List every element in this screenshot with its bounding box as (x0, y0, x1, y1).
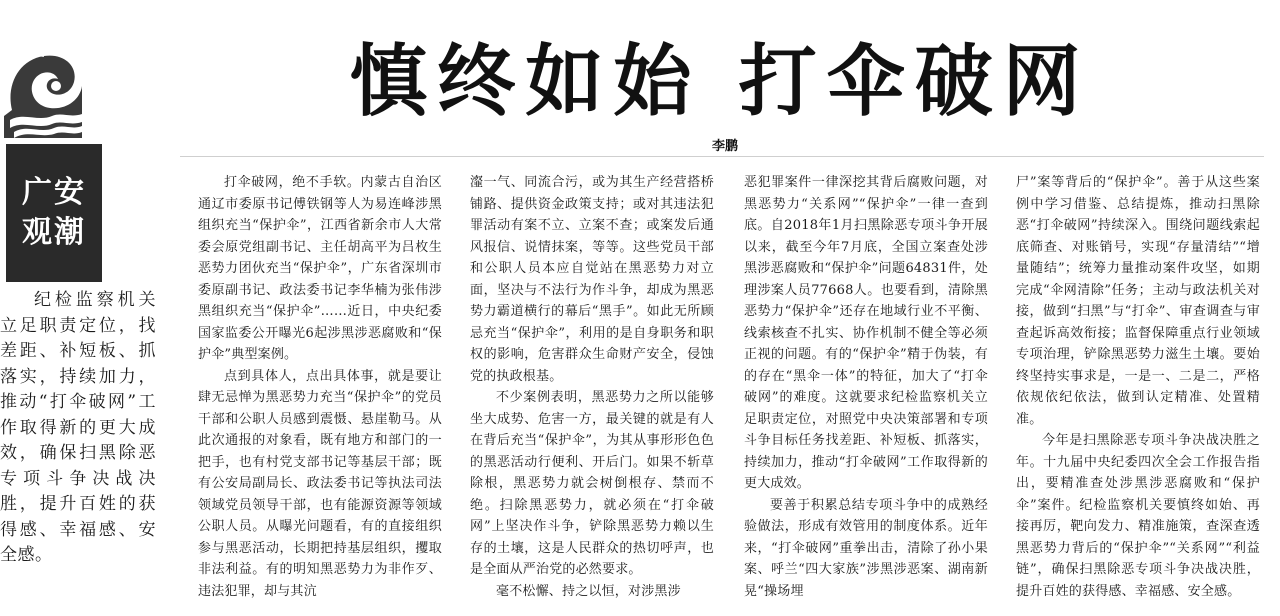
paragraph: 毫不松懈、持之以恒，对涉黑涉 (496, 583, 681, 599)
paragraph: 瀣一气、同流合污，或为其生产经营搭桥铺路、提供资金政策支持；或对其违法犯罪活动有案不立、立案不查；或案发后通风报信、说情抹案，等等。这些党员干部和公职人员本应自觉站在黑恶势力对立面，坚决与不法行为作斗争，却成为黑恶势力霸道横行的幕后“黑手”。如此无所顾忌充当“保护伞”，利用的是自身职务和职权的影响，危害群众生命财产安全，侵蚀党的执政根基。 (470, 175, 714, 384)
column-label (6, 144, 102, 282)
headline: 慎终如始 打伞破网 (349, 36, 1091, 127)
body-column-4 (1016, 172, 1260, 616)
column-label-line1: 广安 (22, 175, 86, 210)
body-column-1 (198, 172, 442, 616)
paragraph: 不少案例表明，黑恶势力之所以能够坐大成势、危害一方，最关键的就是有人在背后充当“保护伞”，为其从事形形色色的黑恶活动行便利、开后门。如果不斩草除根，黑恶势力就会树倒根存、禁而不绝。扫除黑恶势力，就必须在“打伞破网”上坚决作斗争，铲除黑恶势力赖以生存的土壤，这是人民群众的热切呼声，也是全面从严治党的必然要求。 (470, 390, 714, 577)
paragraph: 要善于积累总结专项斗争中的成熟经验做法，形成有效管用的制度体系。近年来，“打伞破网”重拳出击，清除了孙小果案、呼兰“四大家族”涉黑涉恶案、湖南新晃“操场埋 (744, 497, 988, 599)
author-byline: 李鹏 (711, 139, 738, 154)
paragraph: 打伞破网，绝不手软。内蒙古自治区通辽市委原书记傅铁钢等人为易连峰涉黑组织充当“保护伞”，江西省新余市人大常委会原党组副书记、主任胡高平为吕枚生恶势力团伙充当“保护伞”，广东省深圳市委原副书记、政法委书记李华楠为张伟涉黑组织充当“保护伞”……近日，中央纪委国家监委公开曝光6起涉黑涉恶腐败和“保护伞”典型案例。 (198, 175, 442, 362)
paragraph: 尸”案等背后的“保护伞”。善于从这些案例中学习借鉴、总结提炼，推动扫黑除恶“打伞破网”持续深入。围绕问题线索起底筛查、对账销号，实现“存量清结”“增量随结”；统筹力量推动案件攻坚，如期完成“伞网清除”任务；主动与政法机关对接，做到“扫黑”与“打伞”、审查调查与审查起诉高效衔接；监督保障重点行业领域专项治理，铲除黑恶势力滋生土壤。要始终坚持实事求是，一是一、二是二，严格依规依纪依法，做到认定精准、处置精准。 (1016, 175, 1260, 427)
paragraph: 点到具体人，点出具体事，就是要让肆无忌惮为黑恶势力充当“保护伞”的党员干部和公职人员感到震慑、悬崖勒马。从此次通报的对象看，既有地方和部门的一把手，也有村党支部书记等基层干部；既有公安局副局长、政法委书记等执法司法领域党员领导干部，也有能源资源等领域公职人员。从曝光问题看，有的直接组织参与黑恶活动，长期把持基层组织，攫取非法利益。有的明知黑恶势力为非作歹、违法犯罪，却与其沆 (198, 368, 442, 599)
body-column-2 (470, 172, 714, 616)
divider (180, 156, 1264, 157)
paragraph: 今年是扫黑除恶专项斗争决战决胜之年。十九届中央纪委四次全会工作报告指出，要精准查处涉黑涉恶腐败和“保护伞”案件。纪检监察机关要慎终如始、再接再厉，靶向发力、精准施策，查深查透黑恶势力背后的“保护伞”“关系网”“利益链”，确保扫黑除恶专项斗争决战决胜，提升百姓的获得感、幸福感、安全感。 (1016, 433, 1260, 599)
column-label-line2: 观潮 (22, 215, 86, 250)
column-logo (4, 46, 86, 250)
wave-emblem-icon (4, 46, 84, 138)
body-column-3 (744, 172, 988, 616)
paragraph: 恶犯罪案件一律深挖其背后腐败问题，对黑恶势力“关系网”“保护伞”一律一查到底。自2018年1月扫黑除恶专项斗争开展以来，截至今年7月底，全国立案查处涉黑涉恶腐败和“保护伞”问题64831件，处理涉案人员77668人。也要看到，清除黑恶势力“保护伞”还存在地域行业不平衡、线索核查不扎实、协作机制不健全等必须正视的问题。有的“保护伞”精于伪装，有的存在“黑伞一体”的特征，加大了“打伞破网”的难度。这就要求纪检监察机关立足职责定位，对照党中央决策部署和专项斗争目标任务找差距、补短板、抓落实，持续加力，推动“打伞破网”工作取得新的更大成效。 (744, 175, 988, 491)
lead-summary: 纪检监察机关立足职责定位，找差距、补短板、抓落实，持续加力，推动“打伞破网”工作取得新的更大成效，确保扫黑除恶专项斗争决战决胜，提升百姓的获得感、幸福感、安全感。 (0, 290, 156, 565)
